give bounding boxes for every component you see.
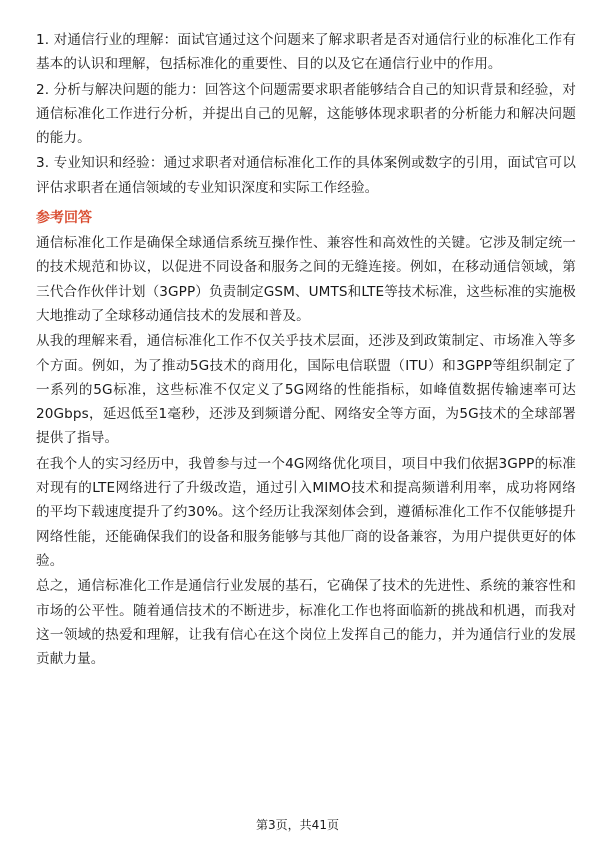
- intro-point-3: 3. 专业知识和经验：通过求职者对通信标准化工作的具体案例或数字的引用，面试官可以评估求职者在通信领域的专业知识深度和实际工作经验。: [36, 155, 576, 196]
- answer-paragraph-4: 总之，通信标准化工作是通信行业发展的基石，它确保了技术的先进性、系统的兼容性和市场的公平性。随着通信技术的不断进步，标准化工作也将面临新的挑战和机遇，而我对这一领域的热爱和理解，让我有信心在这个岗位上发挥自己的能力，并为通信行业的发展贡献力量。: [36, 578, 576, 668]
- document-page: [36, 28, 576, 672]
- intro-point-1: 1. 对通信行业的理解：面试官通过这个问题来了解求职者是否对通信行业的标准化工作有基本的认识和理解，包括标准化的重要性、目的以及它在通信行业中的作用。: [36, 32, 576, 73]
- intro-point-2: 2. 分析与解决问题的能力：回答这个问题需要求职者能够结合自己的知识背景和经验，对通信标准化工作进行分析，并提出自己的见解，这能够体现求职者的分析能力和解决问题的能力。: [36, 81, 576, 147]
- answer-paragraph-2: 从我的理解来看，通信标准化工作不仅关乎技术层面，还涉及到政策制定、市场准入等多个方面。例如，为了推动5G技术的商用化，国际电信联盟（ITU）和3GPP等组织制定了一系列的5G标准，这些标准不仅定义了5G网络的性能指标，如峰值数据传输速率可达20Gbps，延迟低至1毫秒，还涉及到频谱分配、网络安全等方面，为5G技术的全球部署提供了指导。: [36, 333, 576, 447]
- page-number-footer: 第3页，共41页: [256, 818, 339, 832]
- answer-paragraph-3: 在我个人的实习经历中，我曾参与过一个4G网络优化项目，项目中我们依据3GPP的标准对现有的LTE网络进行了升级改造，通过引入MIMO技术和提高频谱利用率，成功将网络的平均下载速度提升了约30%。这个经历让我深刻体会到，遵循标准化工作不仅能够提升网络性能，还能确保我们的设备和服务能够与其他厂商的设备兼容，为用户提供更好的体验。: [36, 455, 576, 569]
- reference-answer-heading: 参考回答: [36, 210, 92, 227]
- answer-paragraph-1: 通信标准化工作是确保全球通信系统互操作性、兼容性和高效性的关键。它涉及制定统一的技术规范和协议，以促进不同设备和服务之间的无缝连接。例如，在移动通信领域，第三代合作伙伴计划（3GPP）负责制定GSM、UMTS和LTE等技术标准，这些标准的实施极大地推动了全球移动通信技术的发展和普及。: [36, 235, 576, 324]
